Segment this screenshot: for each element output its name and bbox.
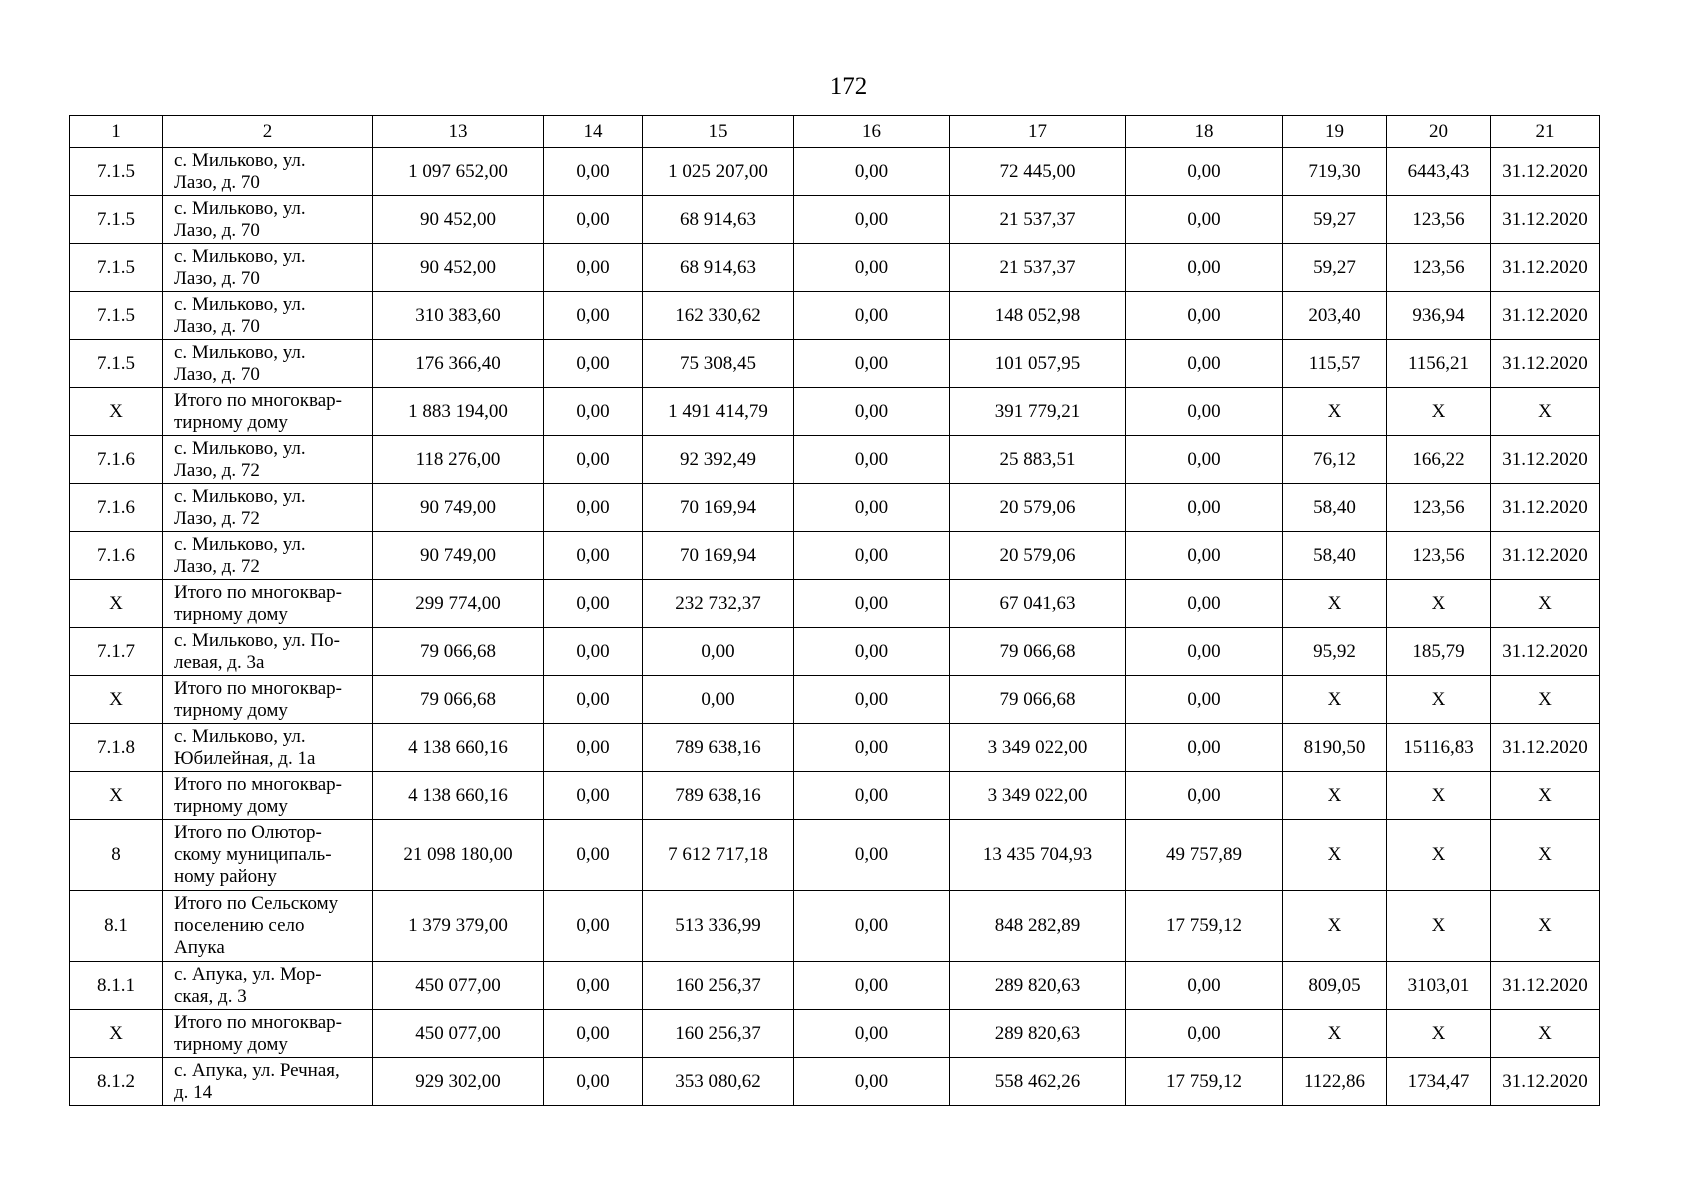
column-header: 20 bbox=[1387, 116, 1491, 148]
value-cell-18: 0,00 bbox=[1126, 196, 1283, 244]
value-cell-17: 21 537,37 bbox=[950, 244, 1126, 292]
row-number-cell: 7.1.6 bbox=[70, 532, 163, 580]
value-cell-17: 3 349 022,00 bbox=[950, 772, 1126, 820]
value-cell-20: 123,56 bbox=[1387, 484, 1491, 532]
value-cell-21: 31.12.2020 bbox=[1491, 962, 1600, 1010]
value-cell-15: 232 732,37 bbox=[643, 580, 794, 628]
value-cell-21: X bbox=[1491, 676, 1600, 724]
table-row bbox=[70, 580, 1600, 628]
value-cell-14: 0,00 bbox=[544, 196, 643, 244]
value-cell-13: 90 452,00 bbox=[373, 244, 544, 292]
row-number-cell: 7.1.5 bbox=[70, 196, 163, 244]
value-cell-14: 0,00 bbox=[544, 628, 643, 676]
value-cell-17: 67 041,63 bbox=[950, 580, 1126, 628]
address-line: Лазо, д. 70 bbox=[174, 267, 260, 289]
address-cell bbox=[163, 772, 373, 820]
value-cell-14: 0,00 bbox=[544, 962, 643, 1010]
table-row bbox=[70, 962, 1600, 1010]
address-cell bbox=[163, 628, 373, 676]
value-cell-19: 115,57 bbox=[1283, 340, 1387, 388]
value-cell-18: 0,00 bbox=[1126, 676, 1283, 724]
value-cell-20: X bbox=[1387, 772, 1491, 820]
value-cell-19: 76,12 bbox=[1283, 436, 1387, 484]
value-cell-20: 123,56 bbox=[1387, 244, 1491, 292]
value-cell-21: 31.12.2020 bbox=[1491, 436, 1600, 484]
address-line: левая, д. 3а bbox=[174, 651, 265, 673]
value-cell-14: 0,00 bbox=[544, 532, 643, 580]
address-line: Итого по многоквар- bbox=[174, 389, 342, 411]
address-line: с. Мильково, ул. bbox=[174, 293, 306, 315]
column-header: 19 bbox=[1283, 116, 1387, 148]
column-header: 2 bbox=[163, 116, 373, 148]
row-number-cell: X bbox=[70, 1010, 163, 1058]
value-cell-21: 31.12.2020 bbox=[1491, 148, 1600, 196]
value-cell-13: 90 749,00 bbox=[373, 532, 544, 580]
value-cell-14: 0,00 bbox=[544, 772, 643, 820]
value-cell-14: 0,00 bbox=[544, 580, 643, 628]
value-cell-15: 75 308,45 bbox=[643, 340, 794, 388]
address-line: с. Мильково, ул. bbox=[174, 485, 306, 507]
column-header: 17 bbox=[950, 116, 1126, 148]
value-cell-19: X bbox=[1283, 580, 1387, 628]
column-header: 14 bbox=[544, 116, 643, 148]
value-cell-16: 0,00 bbox=[794, 244, 950, 292]
value-cell-17: 3 349 022,00 bbox=[950, 724, 1126, 772]
value-cell-20: X bbox=[1387, 820, 1491, 891]
value-cell-18: 17 759,12 bbox=[1126, 891, 1283, 962]
value-cell-13: 1 097 652,00 bbox=[373, 148, 544, 196]
row-number-cell: 8 bbox=[70, 820, 163, 891]
address-cell bbox=[163, 724, 373, 772]
table-row bbox=[70, 891, 1600, 962]
value-cell-13: 1 883 194,00 bbox=[373, 388, 544, 436]
value-cell-20: 123,56 bbox=[1387, 532, 1491, 580]
address-line: Лазо, д. 70 bbox=[174, 315, 260, 337]
value-cell-17: 21 537,37 bbox=[950, 196, 1126, 244]
value-cell-14: 0,00 bbox=[544, 148, 643, 196]
value-cell-16: 0,00 bbox=[794, 891, 950, 962]
value-cell-14: 0,00 bbox=[544, 676, 643, 724]
value-cell-15: 70 169,94 bbox=[643, 532, 794, 580]
address-cell bbox=[163, 676, 373, 724]
value-cell-19: X bbox=[1283, 891, 1387, 962]
address-cell bbox=[163, 148, 373, 196]
address-line: с. Мильково, ул. bbox=[174, 725, 306, 747]
value-cell-21: 31.12.2020 bbox=[1491, 244, 1600, 292]
value-cell-16: 0,00 bbox=[794, 962, 950, 1010]
table-row bbox=[70, 628, 1600, 676]
row-number-cell: 7.1.5 bbox=[70, 148, 163, 196]
value-cell-14: 0,00 bbox=[544, 292, 643, 340]
address-line: с. Мильково, ул. По- bbox=[174, 629, 340, 651]
value-cell-17: 20 579,06 bbox=[950, 484, 1126, 532]
address-cell bbox=[163, 436, 373, 484]
table-row bbox=[70, 724, 1600, 772]
row-number-cell: 7.1.5 bbox=[70, 244, 163, 292]
address-cell bbox=[163, 580, 373, 628]
address-line: Лазо, д. 72 bbox=[174, 555, 260, 577]
value-cell-13: 176 366,40 bbox=[373, 340, 544, 388]
value-cell-13: 79 066,68 bbox=[373, 676, 544, 724]
address-line: ному району bbox=[174, 866, 277, 887]
value-cell-21: X bbox=[1491, 1010, 1600, 1058]
table-row bbox=[70, 484, 1600, 532]
column-header: 1 bbox=[70, 116, 163, 148]
value-cell-19: 1122,86 bbox=[1283, 1058, 1387, 1106]
value-cell-18: 0,00 bbox=[1126, 292, 1283, 340]
value-cell-16: 0,00 bbox=[794, 340, 950, 388]
row-number-cell: X bbox=[70, 388, 163, 436]
value-cell-15: 68 914,63 bbox=[643, 196, 794, 244]
value-cell-21: X bbox=[1491, 580, 1600, 628]
value-cell-21: 31.12.2020 bbox=[1491, 628, 1600, 676]
value-cell-18: 0,00 bbox=[1126, 484, 1283, 532]
value-cell-13: 450 077,00 bbox=[373, 1010, 544, 1058]
address-line: тирному дому bbox=[174, 699, 288, 721]
value-cell-20: 15116,83 bbox=[1387, 724, 1491, 772]
value-cell-18: 0,00 bbox=[1126, 244, 1283, 292]
value-cell-15: 0,00 bbox=[643, 628, 794, 676]
value-cell-13: 1 379 379,00 bbox=[373, 891, 544, 962]
value-cell-19: 809,05 bbox=[1283, 962, 1387, 1010]
table-row bbox=[70, 1058, 1600, 1106]
address-cell bbox=[163, 820, 373, 891]
value-cell-18: 0,00 bbox=[1126, 962, 1283, 1010]
value-cell-15: 160 256,37 bbox=[643, 1010, 794, 1058]
table-row bbox=[70, 244, 1600, 292]
value-cell-21: X bbox=[1491, 820, 1600, 891]
value-cell-16: 0,00 bbox=[794, 628, 950, 676]
row-number-cell: 7.1.5 bbox=[70, 340, 163, 388]
address-line: с. Апука, ул. Мор- bbox=[174, 963, 322, 985]
value-cell-21: X bbox=[1491, 891, 1600, 962]
address-line: с. Мильково, ул. bbox=[174, 533, 306, 555]
address-line: Итого по многоквар- bbox=[174, 677, 342, 699]
address-cell bbox=[163, 891, 373, 962]
table-row bbox=[70, 388, 1600, 436]
value-cell-19: X bbox=[1283, 1010, 1387, 1058]
value-cell-14: 0,00 bbox=[544, 891, 643, 962]
value-cell-19: 58,40 bbox=[1283, 484, 1387, 532]
address-cell bbox=[163, 196, 373, 244]
row-number-cell: 8.1.1 bbox=[70, 962, 163, 1010]
address-line: Итого по многоквар- bbox=[174, 773, 342, 795]
value-cell-13: 90 749,00 bbox=[373, 484, 544, 532]
value-cell-14: 0,00 bbox=[544, 1058, 643, 1106]
value-cell-17: 148 052,98 bbox=[950, 292, 1126, 340]
value-cell-20: 185,79 bbox=[1387, 628, 1491, 676]
value-cell-13: 118 276,00 bbox=[373, 436, 544, 484]
value-cell-20: 3103,01 bbox=[1387, 962, 1491, 1010]
table-row bbox=[70, 676, 1600, 724]
value-cell-15: 789 638,16 bbox=[643, 724, 794, 772]
value-cell-21: 31.12.2020 bbox=[1491, 1058, 1600, 1106]
address-cell bbox=[163, 484, 373, 532]
value-cell-20: 936,94 bbox=[1387, 292, 1491, 340]
value-cell-14: 0,00 bbox=[544, 340, 643, 388]
address-line: с. Мильково, ул. bbox=[174, 245, 306, 267]
value-cell-19: 8190,50 bbox=[1283, 724, 1387, 772]
table-row bbox=[70, 196, 1600, 244]
value-cell-21: 31.12.2020 bbox=[1491, 340, 1600, 388]
value-cell-19: 719,30 bbox=[1283, 148, 1387, 196]
table-row bbox=[70, 532, 1600, 580]
table-row bbox=[70, 772, 1600, 820]
column-header: 18 bbox=[1126, 116, 1283, 148]
value-cell-18: 0,00 bbox=[1126, 580, 1283, 628]
value-cell-20: 1734,47 bbox=[1387, 1058, 1491, 1106]
row-number-cell: X bbox=[70, 580, 163, 628]
row-number-cell: 7.1.6 bbox=[70, 436, 163, 484]
address-cell bbox=[163, 1010, 373, 1058]
value-cell-16: 0,00 bbox=[794, 1058, 950, 1106]
value-cell-14: 0,00 bbox=[544, 724, 643, 772]
address-line: тирному дому bbox=[174, 1033, 288, 1055]
value-cell-18: 0,00 bbox=[1126, 628, 1283, 676]
address-line: ская, д. 3 bbox=[174, 985, 247, 1007]
address-cell bbox=[163, 388, 373, 436]
value-cell-15: 68 914,63 bbox=[643, 244, 794, 292]
value-cell-20: 166,22 bbox=[1387, 436, 1491, 484]
value-cell-18: 0,00 bbox=[1126, 532, 1283, 580]
address-line: Лазо, д. 70 bbox=[174, 363, 260, 385]
value-cell-13: 310 383,60 bbox=[373, 292, 544, 340]
address-cell bbox=[163, 532, 373, 580]
value-cell-20: X bbox=[1387, 580, 1491, 628]
address-line: тирному дому bbox=[174, 795, 288, 817]
value-cell-17: 848 282,89 bbox=[950, 891, 1126, 962]
value-cell-13: 21 098 180,00 bbox=[373, 820, 544, 891]
value-cell-18: 0,00 bbox=[1126, 148, 1283, 196]
value-cell-19: X bbox=[1283, 388, 1387, 436]
value-cell-13: 929 302,00 bbox=[373, 1058, 544, 1106]
row-number-cell: 7.1.5 bbox=[70, 292, 163, 340]
address-line: тирному дому bbox=[174, 603, 288, 625]
column-header: 15 bbox=[643, 116, 794, 148]
address-line: с. Мильково, ул. bbox=[174, 437, 306, 459]
row-number-cell: X bbox=[70, 676, 163, 724]
address-line: с. Мильково, ул. bbox=[174, 149, 306, 171]
value-cell-13: 4 138 660,16 bbox=[373, 772, 544, 820]
value-cell-15: 0,00 bbox=[643, 676, 794, 724]
value-cell-14: 0,00 bbox=[544, 388, 643, 436]
value-cell-20: 123,56 bbox=[1387, 196, 1491, 244]
value-cell-18: 49 757,89 bbox=[1126, 820, 1283, 891]
row-number-cell: 8.1 bbox=[70, 891, 163, 962]
value-cell-17: 20 579,06 bbox=[950, 532, 1126, 580]
value-cell-17: 289 820,63 bbox=[950, 962, 1126, 1010]
value-cell-17: 13 435 704,93 bbox=[950, 820, 1126, 891]
value-cell-21: X bbox=[1491, 772, 1600, 820]
address-cell bbox=[163, 340, 373, 388]
address-line: тирному дому bbox=[174, 411, 288, 433]
address-line: Итого по многоквар- bbox=[174, 581, 342, 603]
value-cell-20: 1156,21 bbox=[1387, 340, 1491, 388]
address-line: с. Мильково, ул. bbox=[174, 197, 306, 219]
value-cell-14: 0,00 bbox=[544, 436, 643, 484]
address-line: Апука bbox=[174, 937, 225, 958]
table-row bbox=[70, 292, 1600, 340]
table-row bbox=[70, 340, 1600, 388]
table-body bbox=[70, 116, 1600, 1106]
table-row bbox=[70, 436, 1600, 484]
value-cell-16: 0,00 bbox=[794, 484, 950, 532]
address-cell bbox=[163, 292, 373, 340]
value-cell-21: 31.12.2020 bbox=[1491, 532, 1600, 580]
value-cell-13: 450 077,00 bbox=[373, 962, 544, 1010]
value-cell-19: 58,40 bbox=[1283, 532, 1387, 580]
value-cell-16: 0,00 bbox=[794, 820, 950, 891]
value-cell-19: X bbox=[1283, 676, 1387, 724]
value-cell-16: 0,00 bbox=[794, 676, 950, 724]
value-cell-15: 1 491 414,79 bbox=[643, 388, 794, 436]
value-cell-19: X bbox=[1283, 820, 1387, 891]
value-cell-16: 0,00 bbox=[794, 724, 950, 772]
value-cell-18: 0,00 bbox=[1126, 772, 1283, 820]
value-cell-16: 0,00 bbox=[794, 388, 950, 436]
value-cell-19: 203,40 bbox=[1283, 292, 1387, 340]
address-line: Итого по Сельскому bbox=[174, 893, 339, 914]
value-cell-13: 299 774,00 bbox=[373, 580, 544, 628]
value-cell-15: 162 330,62 bbox=[643, 292, 794, 340]
address-line: д. 14 bbox=[174, 1081, 213, 1103]
address-line: Итого по Олютор- bbox=[174, 822, 322, 843]
value-cell-18: 0,00 bbox=[1126, 340, 1283, 388]
value-cell-16: 0,00 bbox=[794, 196, 950, 244]
value-cell-16: 0,00 bbox=[794, 292, 950, 340]
address-line: Лазо, д. 70 bbox=[174, 171, 260, 193]
value-cell-15: 160 256,37 bbox=[643, 962, 794, 1010]
value-cell-18: 0,00 bbox=[1126, 436, 1283, 484]
address-line: Лазо, д. 72 bbox=[174, 459, 260, 481]
column-header: 21 bbox=[1491, 116, 1600, 148]
row-number-cell: 7.1.7 bbox=[70, 628, 163, 676]
value-cell-15: 92 392,49 bbox=[643, 436, 794, 484]
value-cell-15: 1 025 207,00 bbox=[643, 148, 794, 196]
value-cell-17: 25 883,51 bbox=[950, 436, 1126, 484]
value-cell-17: 72 445,00 bbox=[950, 148, 1126, 196]
value-cell-15: 353 080,62 bbox=[643, 1058, 794, 1106]
value-cell-14: 0,00 bbox=[544, 484, 643, 532]
data-table bbox=[69, 115, 1600, 1106]
value-cell-16: 0,00 bbox=[794, 772, 950, 820]
value-cell-18: 0,00 bbox=[1126, 724, 1283, 772]
value-cell-17: 289 820,63 bbox=[950, 1010, 1126, 1058]
value-cell-14: 0,00 bbox=[544, 244, 643, 292]
value-cell-19: 95,92 bbox=[1283, 628, 1387, 676]
value-cell-16: 0,00 bbox=[794, 532, 950, 580]
value-cell-14: 0,00 bbox=[544, 820, 643, 891]
value-cell-19: 59,27 bbox=[1283, 244, 1387, 292]
value-cell-16: 0,00 bbox=[794, 580, 950, 628]
header-row bbox=[70, 116, 1600, 148]
value-cell-15: 7 612 717,18 bbox=[643, 820, 794, 891]
value-cell-13: 90 452,00 bbox=[373, 196, 544, 244]
value-cell-21: 31.12.2020 bbox=[1491, 196, 1600, 244]
value-cell-18: 0,00 bbox=[1126, 1010, 1283, 1058]
value-cell-15: 789 638,16 bbox=[643, 772, 794, 820]
address-cell bbox=[163, 1058, 373, 1106]
value-cell-16: 0,00 bbox=[794, 436, 950, 484]
value-cell-15: 513 336,99 bbox=[643, 891, 794, 962]
address-line: Юбилейная, д. 1а bbox=[174, 747, 316, 769]
value-cell-18: 17 759,12 bbox=[1126, 1058, 1283, 1106]
value-cell-19: 59,27 bbox=[1283, 196, 1387, 244]
table-row bbox=[70, 1010, 1600, 1058]
value-cell-13: 79 066,68 bbox=[373, 628, 544, 676]
value-cell-17: 101 057,95 bbox=[950, 340, 1126, 388]
value-cell-19: X bbox=[1283, 772, 1387, 820]
value-cell-14: 0,00 bbox=[544, 1010, 643, 1058]
value-cell-18: 0,00 bbox=[1126, 388, 1283, 436]
value-cell-16: 0,00 bbox=[794, 1010, 950, 1058]
address-line: с. Апука, ул. Речная, bbox=[174, 1059, 340, 1081]
address-line: поселению село bbox=[174, 915, 305, 936]
row-number-cell: 8.1.2 bbox=[70, 1058, 163, 1106]
value-cell-20: X bbox=[1387, 388, 1491, 436]
value-cell-21: 31.12.2020 bbox=[1491, 724, 1600, 772]
page-number: 172 bbox=[829, 73, 868, 100]
table-row bbox=[70, 820, 1600, 891]
value-cell-20: X bbox=[1387, 891, 1491, 962]
row-number-cell: 7.1.6 bbox=[70, 484, 163, 532]
address-cell bbox=[163, 244, 373, 292]
value-cell-17: 558 462,26 bbox=[950, 1058, 1126, 1106]
address-line: скому муниципаль- bbox=[174, 844, 332, 865]
value-cell-15: 70 169,94 bbox=[643, 484, 794, 532]
column-header: 16 bbox=[794, 116, 950, 148]
address-line: Итого по многоквар- bbox=[174, 1011, 342, 1033]
row-number-cell: X bbox=[70, 772, 163, 820]
value-cell-20: X bbox=[1387, 1010, 1491, 1058]
value-cell-20: 6443,43 bbox=[1387, 148, 1491, 196]
value-cell-16: 0,00 bbox=[794, 148, 950, 196]
value-cell-17: 79 066,68 bbox=[950, 628, 1126, 676]
value-cell-13: 4 138 660,16 bbox=[373, 724, 544, 772]
address-cell bbox=[163, 962, 373, 1010]
table-row bbox=[70, 148, 1600, 196]
address-line: Лазо, д. 70 bbox=[174, 219, 260, 241]
value-cell-20: X bbox=[1387, 676, 1491, 724]
value-cell-21: 31.12.2020 bbox=[1491, 484, 1600, 532]
value-cell-17: 79 066,68 bbox=[950, 676, 1126, 724]
column-header: 13 bbox=[373, 116, 544, 148]
address-line: Лазо, д. 72 bbox=[174, 507, 260, 529]
value-cell-21: 31.12.2020 bbox=[1491, 292, 1600, 340]
value-cell-17: 391 779,21 bbox=[950, 388, 1126, 436]
address-line: с. Мильково, ул. bbox=[174, 341, 306, 363]
value-cell-21: X bbox=[1491, 388, 1600, 436]
row-number-cell: 7.1.8 bbox=[70, 724, 163, 772]
